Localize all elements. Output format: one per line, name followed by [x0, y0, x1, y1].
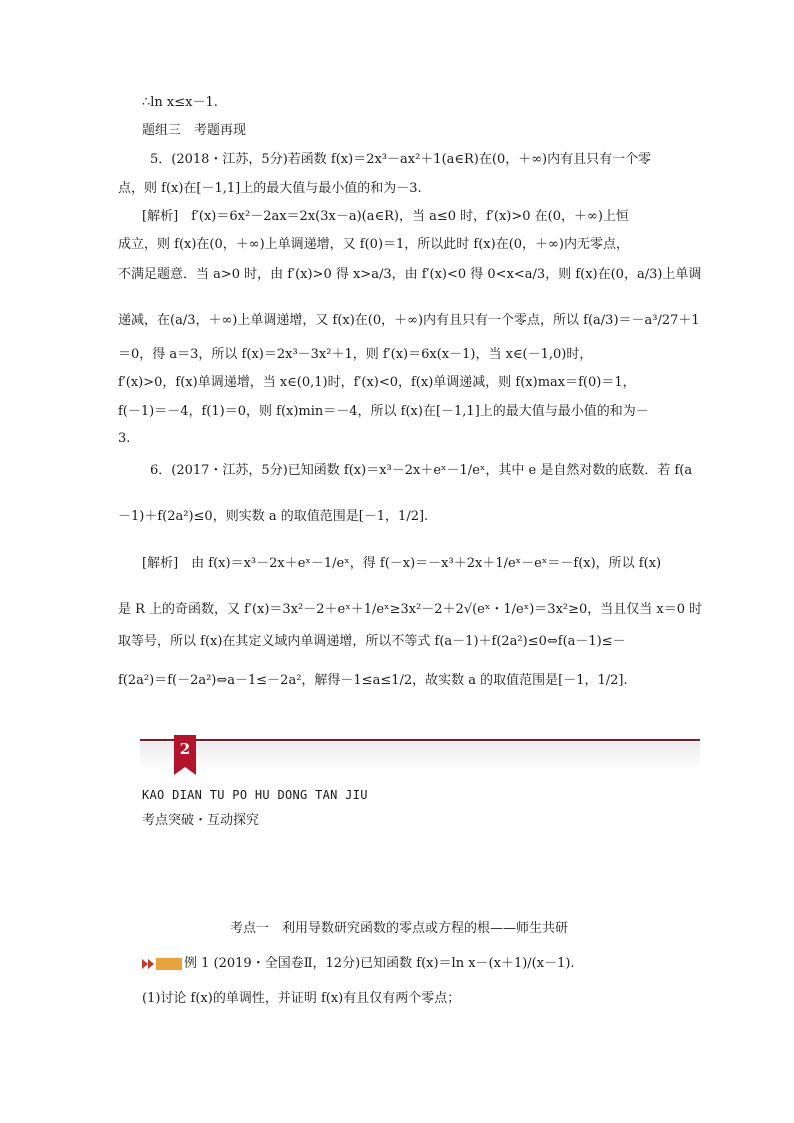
- solution-5-line: [解析] f′(x)＝6x²－2ax＝2x(3x－a)(a∈R)，当 a≤0 时，f′(x)>0 在(0，＋∞)上恒: [142, 209, 629, 224]
- example-1-question: (1)讨论 f(x)的单调性，并证明 f(x)有且仅有两个零点；: [142, 991, 461, 1006]
- solution-5-line: 3.: [118, 431, 131, 446]
- section-divider: [140, 735, 700, 775]
- solution-5-line: f′(x)>0，f(x)单调递增，当 x∈(0,1)时，f′(x)<0，f(x)单调递减，则 f(x)max＝f(0)＝1，: [118, 375, 636, 390]
- example-marker-icon: [142, 957, 182, 971]
- badge-tail: [185, 767, 196, 775]
- solution-5-line: 递减，在(a/3，＋∞)上单调递增，又 f(x)在(0，＋∞)内有且只有一个零点，所以 f(a/3)＝－a³/27＋1: [118, 313, 700, 328]
- badge-tail: [174, 767, 185, 775]
- section-title: 考点突破・互动探究: [142, 813, 260, 828]
- solution-6-line: 取等号，所以 f(x)在其定义域内单调递增，所以不等式 f(a－1)＋f(2a²)≤0⇔f(a－1)≤－: [118, 634, 626, 649]
- problem-6-line: 6．(2017・江苏，5分)已知函数 f(x)＝x³－2x＋eˣ－1/eˣ，其中 e 是自然对数的底数．若 f(a: [150, 463, 693, 478]
- solution-6-line: f(2a²)＝f(－2a²)⇔a－1≤－2a²，解得－1≤a≤1/2，故实数 a 的取值范围是[－1，1/2].: [118, 673, 628, 688]
- topic-heading: 考点一 利用导数研究函数的零点或方程的根——师生共研: [230, 921, 569, 936]
- problem-5-line: 5．(2018・江苏，5分)若函数 f(x)＝2x³－ax²＋1(a∈R)在(0，＋∞)内有且只有一个零: [150, 152, 652, 167]
- divider-shadow: [140, 742, 700, 772]
- solution-6-line: 是 R 上的奇函数，又 f′(x)＝3x²－2＋eˣ＋1/eˣ≥3x²－2＋2√(eˣ・1/eˣ)＝3x²≥0，当且仅当 x＝0 时: [118, 602, 703, 617]
- solution-6-line: [解析] 由 f(x)＝x³－2x＋eˣ－1/eˣ，得 f(－x)＝－x³＋2x＋1/eˣ－eˣ＝－f(x)，所以 f(x): [142, 556, 662, 571]
- divider-rule: [140, 739, 700, 741]
- text-line: ∴ln x≤x－1.: [142, 95, 218, 110]
- solution-5-line: 不满足题意．当 a>0 时，由 f′(x)>0 得 x>a/3，由 f′(x)<0 得 0<x<a/3，则 f(x)在(0，a/3)上单调: [118, 267, 702, 282]
- solution-5-line: 成立，则 f(x)在(0，＋∞)上单调递增，又 f(0)＝1，所以此时 f(x)在(0，＋∞)内无零点，: [118, 237, 629, 252]
- solution-5-line: ＝0，得 a＝3，所以 f(x)＝2x³－3x²＋1，则 f′(x)＝6x(x－1)，当 x∈(－1,0)时，: [118, 347, 593, 362]
- example-1-line: 例 1 (2019・全国卷Ⅱ，12分)已知函数 f(x)＝ln x－(x＋1)/(x－1).: [184, 956, 575, 971]
- problem-5-line: 点，则 f(x)在[－1,1]上的最大值与最小值的和为－3.: [118, 181, 422, 196]
- solution-5-line: f(－1)＝－4，f(1)＝0，则 f(x)min＝－4，所以 f(x)在[－1,1]上的最大值与最小值的和为－: [118, 404, 649, 419]
- group-heading: 题组三 考题再现: [142, 123, 247, 138]
- section-number: 2: [179, 740, 191, 758]
- problem-6-line: －1)＋f(2a²)≤0，则实数 a 的取值范围是[－1，1/2].: [118, 509, 429, 524]
- section-pinyin: KAO DIAN TU PO HU DONG TAN JIU: [142, 788, 368, 802]
